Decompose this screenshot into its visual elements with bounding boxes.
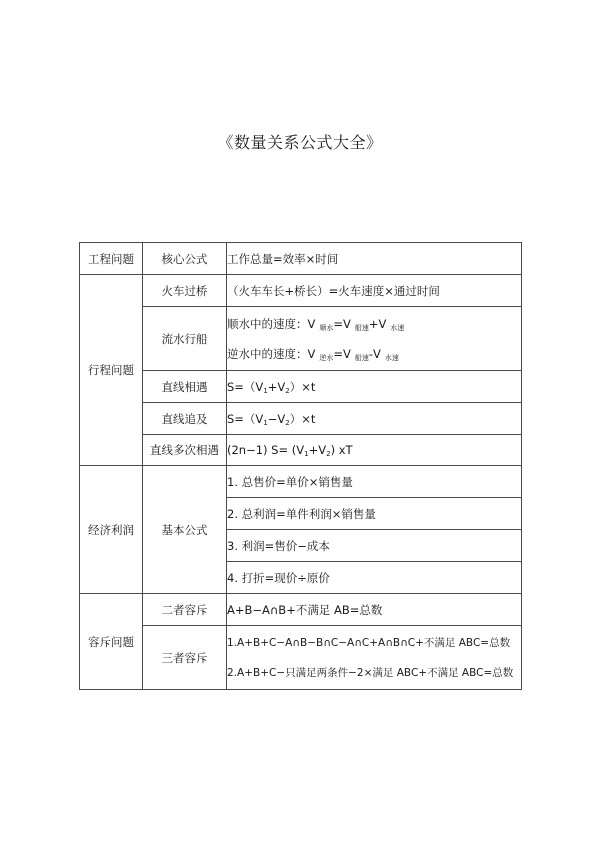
formula-text: ）×t: [289, 379, 316, 394]
table-row: [80, 307, 522, 371]
subject-cell: 火车过桥: [143, 275, 227, 307]
formula-line: 1.A+B+C−A∩B−B∩C−A∩C+A∩B∩C+不满足 ABC=总数: [227, 636, 511, 649]
formula-text: −V: [267, 411, 286, 426]
formula-cell: [227, 626, 522, 690]
table-row: [80, 275, 522, 307]
formula-cell: [227, 435, 522, 466]
subscript: 1: [263, 386, 268, 395]
subscript: 2: [285, 418, 290, 427]
formula-text: (2n−1) S= (V: [227, 443, 305, 457]
table-row: [80, 626, 522, 690]
subject-cell: 核心公式: [143, 243, 227, 275]
subject-cell: 直线追及: [143, 403, 227, 435]
table-row: [80, 466, 522, 498]
formula-text: 顺水中的速度：V: [227, 316, 316, 331]
formula-text: S=（V: [227, 379, 264, 394]
formula-text: =V: [333, 346, 351, 361]
upstream-formula: [227, 346, 521, 362]
formula-cell: [227, 371, 522, 403]
formula-text: +V: [308, 443, 327, 457]
subject-cell: 直线多次相遇: [143, 435, 227, 466]
formula-cell: 2. 总利润=单件利润×销售量: [227, 498, 522, 530]
subscript: 1: [304, 450, 309, 458]
table-row: [80, 371, 522, 403]
subscript: 2: [285, 386, 290, 395]
formula-cell: A+B−A∩B+不满足 AB=总数: [227, 594, 522, 626]
subscript: 船速: [354, 323, 369, 332]
subject-cell: 直线相遇: [143, 371, 227, 403]
subscript: 水速: [384, 353, 399, 362]
subject-cell: 基本公式: [143, 466, 227, 594]
page-title: 《数量关系公式大全》: [217, 133, 383, 152]
formula-text: ）×t: [289, 411, 316, 426]
subscript: 2: [326, 450, 331, 458]
table-row: [80, 403, 522, 435]
formula-text: 逆水中的速度：V: [227, 346, 316, 361]
formula-cell: [227, 307, 522, 371]
subscript: 1: [263, 418, 268, 427]
subject-cell: 流水行船: [143, 307, 227, 371]
subscript: 水速: [390, 323, 405, 332]
subscript: 船速: [354, 353, 369, 362]
formula-cell: 3. 利润=售价−成本: [227, 530, 522, 562]
category-cell: 容斥问题: [80, 594, 143, 690]
formula-text: +V: [267, 379, 286, 394]
subject-cell: 三者容斥: [143, 626, 227, 690]
formula-table: [79, 242, 522, 690]
subject-cell: 二者容斥: [143, 594, 227, 626]
table-row: [80, 435, 522, 466]
formula-text: -V: [368, 346, 381, 361]
formula-cell: （火车车长+桥长）=火车速度×通过时间: [227, 275, 522, 307]
downstream-formula: [227, 316, 521, 332]
formula-cell: [227, 403, 522, 435]
formula-cell: 工作总量=效率×时间: [227, 243, 522, 275]
table-row: [80, 243, 522, 275]
formula-text: ) xT: [330, 443, 353, 457]
category-cell: 经济利润: [80, 466, 143, 594]
formula-line: 2.A+B+C−只满足两条件−2×满足 ABC+不满足 ABC=总数: [227, 666, 514, 679]
formula-cell: 1. 总售价=单价×销售量: [227, 466, 522, 498]
subscript: 顺水: [319, 323, 334, 332]
formula-cell: 4. 打折=现价÷原价: [227, 562, 522, 594]
table-row: [80, 594, 522, 626]
category-cell: 行程问题: [80, 275, 143, 466]
formula-text: =V: [333, 316, 351, 331]
category-cell: 工程问题: [80, 243, 143, 275]
formula-text: S=（V: [227, 411, 264, 426]
subscript: 逆水: [319, 353, 334, 362]
formula-text: +V: [368, 316, 387, 331]
